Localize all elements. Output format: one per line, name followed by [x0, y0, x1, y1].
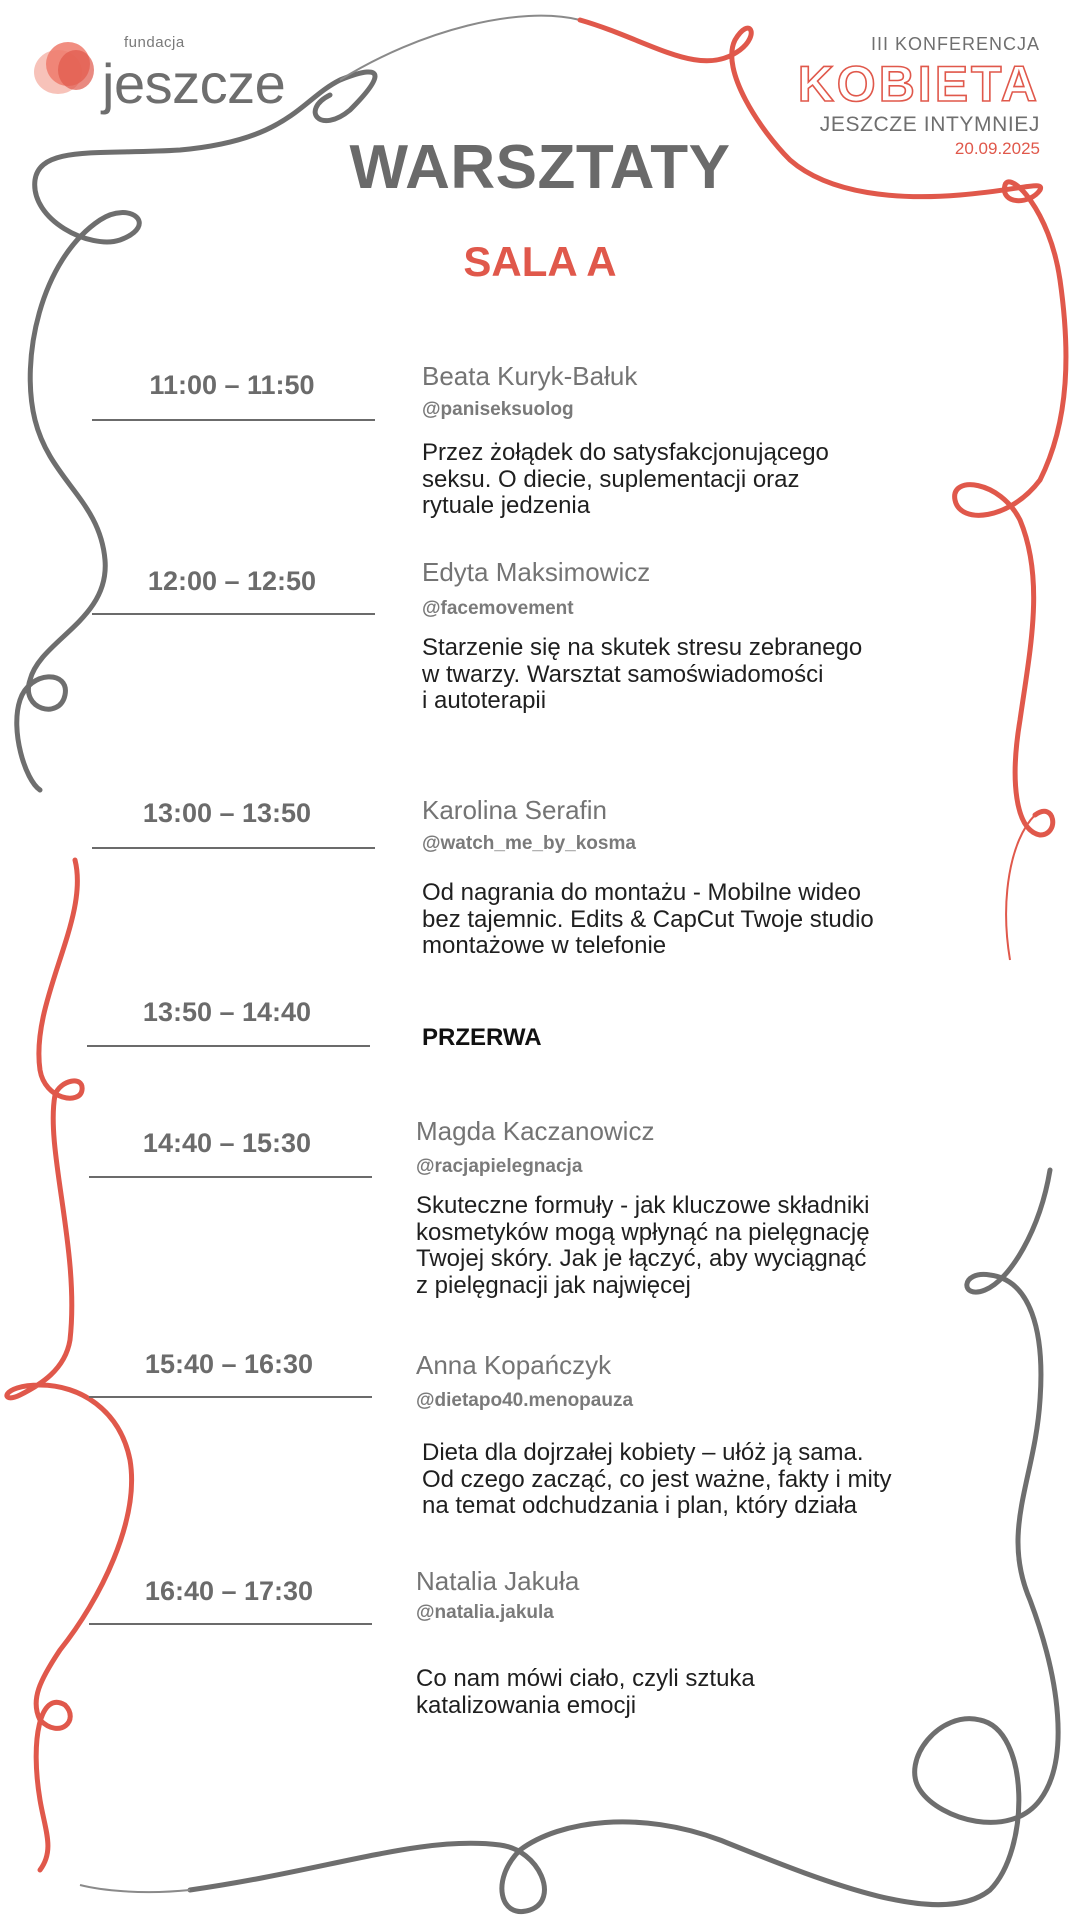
- slot-time: 11:00 – 11:50: [149, 370, 315, 400]
- workshop-description: Co nam mówi ciało, czyli sztuka katalizowania emocji: [416, 1665, 755, 1719]
- workshop-description: Od nagrania do montażu - Mobilne wideo bez tajemnic. Edits & CapCut Twoje studio montażowe w telefonie: [422, 879, 874, 959]
- conference-title: KOBIETA: [797, 56, 1040, 112]
- speaker-handle: @racjapielegnacja: [416, 1156, 583, 1177]
- workshop-description: Skuteczne formuły - jak kluczowe składniki kosmetyków mogą wpłynąć na pielęgnację Twojej skóry. Jak je łączyć, aby wyciągnąć z pielęgnacji jak najwięcej: [416, 1192, 870, 1299]
- slot-time: 13:00 – 13:50: [142, 798, 312, 828]
- slot-time: 13:50 – 14:40: [142, 997, 312, 1027]
- speaker-handle: @watch_me_by_kosma: [422, 833, 636, 854]
- workshop-description: Przez żołądek do satysfakcjonującego seksu. O diecie, suplementacji oraz rytuale jedzenia: [422, 439, 829, 519]
- logo-name: jeszcze: [102, 52, 286, 115]
- speaker-handle: @facemovement: [422, 598, 574, 619]
- slot-divider: [92, 419, 375, 421]
- break-label: PRZERWA: [422, 1024, 542, 1051]
- speaker-handle: @dietapo40.menopauza: [416, 1390, 634, 1411]
- slot-divider: [89, 1623, 372, 1625]
- speaker-handle: @natalia.jakula: [416, 1602, 554, 1623]
- slot-divider: [87, 1045, 370, 1047]
- workshop-description: Starzenie się na skutek stresu zebranego w twarzy. Warsztat samoświadomości i autoterapii: [422, 634, 863, 714]
- slot-time: 16:40 – 17:30: [144, 1576, 314, 1606]
- slot-time: 12:00 – 12:50: [147, 566, 317, 596]
- logo-small-text: fundacja: [124, 34, 185, 51]
- logo-leaf-icon: [32, 36, 98, 98]
- foundation-logo: [32, 34, 302, 115]
- speaker-handle: @paniseksuolog: [422, 399, 574, 420]
- speaker-name: Magda Kaczanowicz: [416, 1116, 655, 1146]
- slot-time: 15:40 – 16:30: [144, 1349, 314, 1379]
- page-title: WARSZTATY: [349, 133, 731, 202]
- slot-divider: [92, 847, 375, 849]
- conference-edition: III KONFERENCJA: [870, 34, 1040, 54]
- slot-divider: [92, 613, 375, 615]
- slot-divider: [89, 1176, 372, 1178]
- conference-subtitle: JESZCZE INTYMNIEJ: [819, 113, 1040, 136]
- speaker-name: Edyta Maksimowicz: [422, 557, 651, 587]
- conference-date: 20.09.2025: [954, 139, 1040, 158]
- room-title: SALA A: [463, 238, 617, 285]
- slot-time: 14:40 – 15:30: [142, 1128, 312, 1158]
- speaker-name: Natalia Jakuła: [416, 1566, 580, 1596]
- speaker-name: Karolina Serafin: [422, 795, 607, 825]
- speaker-name: Anna Kopańczyk: [416, 1350, 612, 1380]
- speaker-name: Beata Kuryk-Bałuk: [422, 361, 638, 391]
- workshop-description: Dieta dla dojrzałej kobiety – ułóż ją sama. Od czego zacząć, co jest ważne, fakty i mity na temat odchudzania i plan, który działa: [422, 1439, 892, 1519]
- slot-divider: [89, 1396, 372, 1398]
